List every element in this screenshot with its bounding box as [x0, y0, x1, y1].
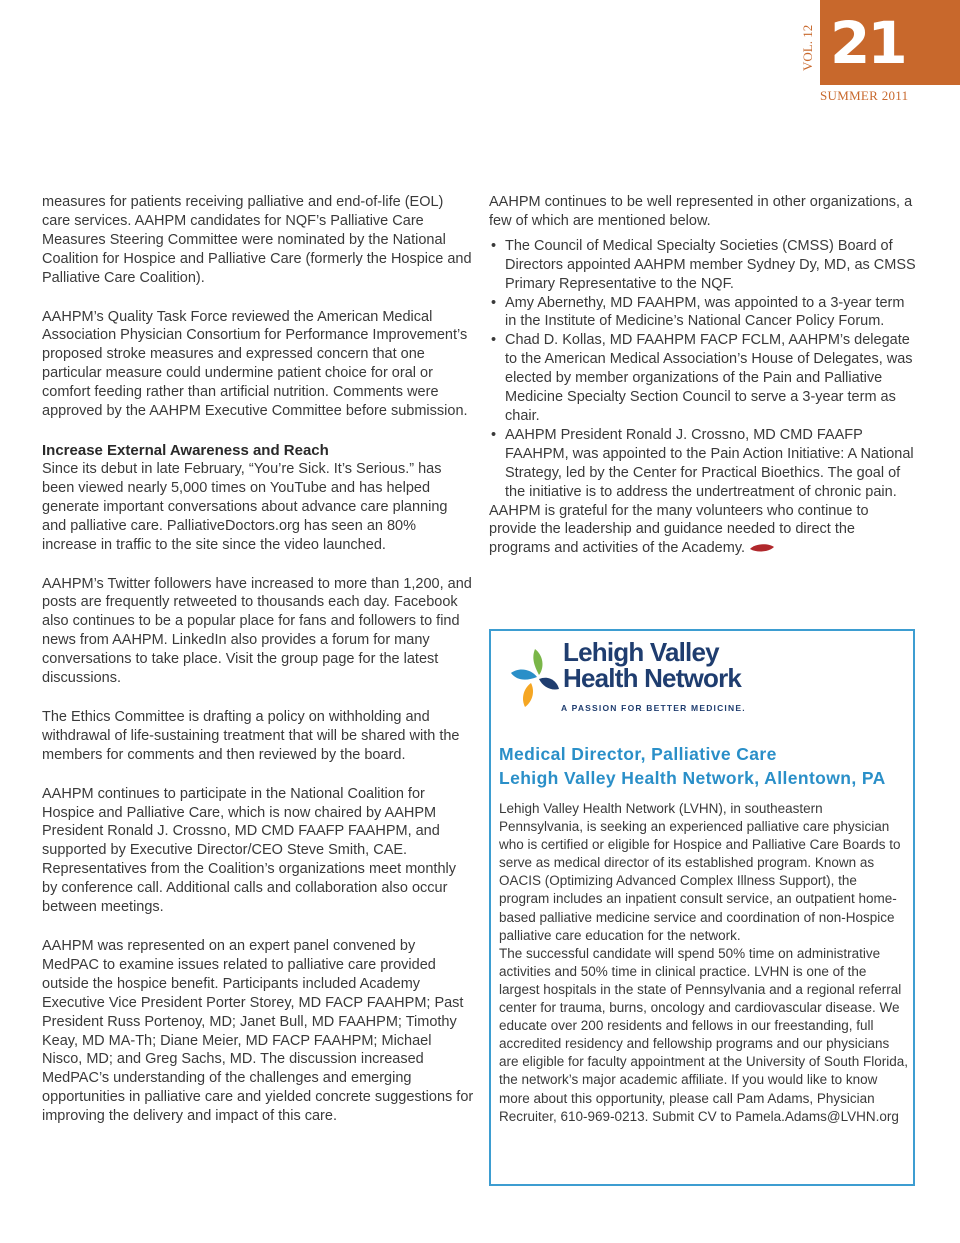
logo-mark-icon	[505, 645, 561, 709]
paragraph: measures for patients receiving palliative and end-of-life (EOL) care services. AAHPM candidates for NQF’s Palliative Care Measures Steering Committee were nominated by the National Coalition for Hospice and Palliative Care (formerly the Hospice and Palliative Care Coalition).	[42, 194, 472, 286]
job-ad	[489, 629, 915, 1186]
left-column	[42, 193, 474, 1146]
ad-title-line-1: Medical Director, Palliative Care	[499, 744, 777, 764]
paragraph: AAHPM’s Quality Task Force reviewed the American Medical Association Physician Consortium for Performance Improvement’s proposed stroke measures and expressed concern that one particular measure could undermine patient choice for oral or comfort feeding rather than artificial nutrition. Comments were approved by the AAHPM Executive Committee before submission.	[42, 308, 468, 420]
ad-body	[499, 800, 909, 1126]
list-item: • The Council of Medical Specialty Societies (CMSS) Board of Directors appointed AAHPM member Sydney Dy, MD, as CMSS Primary Representative to the NQF.	[489, 237, 917, 294]
page-number: 21	[830, 9, 905, 77]
lvhn-logo	[505, 639, 775, 719]
bullet-list	[489, 237, 917, 502]
paragraph: AAHPM was represented on an expert panel convened by MedPAC to examine issues related to palliative care provided outside the hospice benefit. Participants included Academy Executive Vice President Porter Storey, MD FACP FAAHPM; Past President Russ Portenoy, MD; Janet Bull, MD FAAHPM; Timothy Keay, MD MA-Th; Diane Meier, MD FACP FAAHPM; Michael Nisco, MD; and Greg Sachs, MD. The discussion increased MedPAC’s understanding of the challenges and emerging opportunities in palliative care and yielded concrete suggestions for improving the delivery and impact of this care.	[42, 938, 474, 1125]
list-item: • AAHPM President Ronald J. Crossno, MD CMD FAAFP FAAHPM, was appointed to the Pain Action Initiative: A National Strategy, led by the Center for Practical Bioethics. The goal of the initiative is to address the undertreatment of chronic pain.	[489, 426, 917, 502]
logo-line-1: Lehigh Valley	[563, 637, 719, 667]
list-item: • Chad D. Kollas, MD FAAHPM FACP FCLM, AAHPM’s delegate to the American Medical Association’s House of Delegates, was elected by member organizations of the Pain and Palliative Medicine Specialty Section Council to serve a 3-year term as chair.	[489, 331, 917, 426]
closing-paragraph	[489, 502, 917, 559]
end-mark-icon	[749, 543, 775, 553]
paragraph: AAHPM’s Twitter followers have increased to more than 1,200, and posts are frequently retweeted to thousands each day. Facebook also continues to be a popular place for fans and followers to find news from AAHPM. LinkedIn also provides a forum for many conversations to take place. Visit the group page for the latest discussions.	[42, 575, 472, 687]
paragraph: AAHPM continues to be well represented in other organizations, a few of which are mentioned below.	[489, 194, 913, 229]
paragraph: AAHPM continues to participate in the National Coalition for Hospice and Palliative Care, which is now chaired by AAHPM President Ronald J. Crossno, MD CMD FAAFP FAAHPM, and supported by Executive Director/CEO Steve Smith, CAE. Representatives from the Coalition’s organizations meet monthly by conference call. Additional calls and collaboration also occur between meetings.	[42, 785, 456, 916]
paragraph: The Ethics Committee is drafting a policy on withholding and withdrawal of life-sustaining treatment that will be shared with the members for comments and then reviewed by the board.	[42, 708, 460, 763]
logo-line-2: Health Network	[563, 663, 742, 693]
logo-tagline: A PASSION FOR BETTER MEDICINE.	[561, 703, 746, 713]
ad-paragraph: The successful candidate will spend 50% time on administrative activities and 50% time in clinical practice. LVHN is one of the largest hospitals in the state of Pennsylvania and a regional referral center for trauma, burns, oncology and cardiovascular disease. We educate over 200 residents and fellows in our freestanding, full accredited residency and fellowship programs and our physicians are eligible for faculty appointment at the University of South Florida, the network’s major academic affiliate. If you would like to know more about this opportunity, please call Pam Adams, Physician Recruiter, 610-969-0213. Submit CV to Pamela.Adams@LVHN.org	[499, 945, 908, 1124]
section-heading: Increase External Awareness and Reach	[42, 441, 329, 459]
list-item: • Amy Abernethy, MD FAAHPM, was appointed to a 3-year term in the Institute of Medicine’s National Cancer Policy Forum.	[489, 294, 917, 332]
issue-label: SUMMER 2011	[820, 88, 909, 103]
closing-text: AAHPM is grateful for the many volunteers who continue to provide the leadership and guidance needed to direct the programs and activities of the Academy.	[489, 502, 869, 557]
right-column	[489, 193, 917, 578]
ad-title-line-2: Lehigh Valley Health Network, Allentown, PA	[499, 768, 886, 788]
volume-label: VOL. 12	[800, 24, 815, 71]
ad-paragraph: Lehigh Valley Health Network (LVHN), in southeastern Pennsylvania, is seeking an experienced palliative care physician who is certified or eligible for Hospice and Palliative Care Boards to serve as medical director of its established program. Known as OACIS (Optimizing Advanced Complex Illness Support), the program includes an inpatient consult service, an outpatient home-based palliative medicine service and coordination of non-Hospice palliative care education for the network.	[499, 801, 901, 943]
logo-text	[563, 639, 773, 691]
paragraph: Since its debut in late February, “You’re Sick. It’s Serious.” has been viewed nearly 5,000 times on YouTube and has helped generate important conversations about advance care planning and palliative care. PalliativeDoctors.org has seen an 80% increase in traffic to the site since the video launched.	[42, 460, 448, 553]
ad-title	[499, 742, 909, 790]
